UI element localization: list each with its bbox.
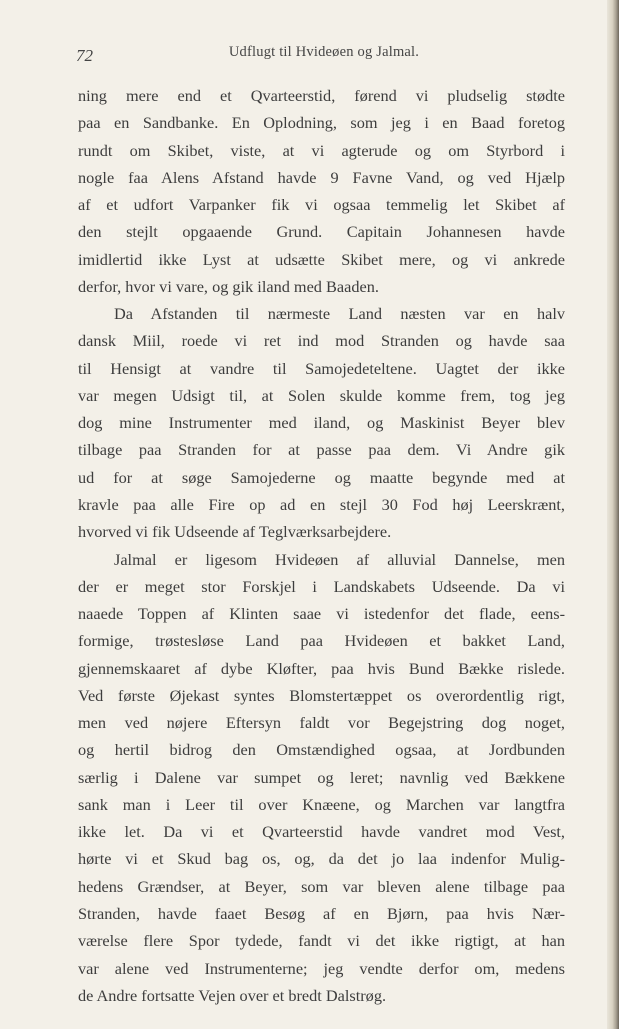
- text-line: hedens Grændser, at Beyer, som var bleven alene tilbage paa: [78, 876, 565, 896]
- text-line: Da Afstanden til nærmeste Land næsten var en halv: [114, 304, 565, 324]
- text-line: rundt om Skibet, viste, at vi agterude og om Styrbord i: [78, 140, 565, 160]
- text-line: til Hensigt at vandre til Samojedeteltene. Uagtet der ikke: [78, 358, 565, 378]
- text-line: paa en Sandbanke. En Oplodning, som jeg i en Baad foretog: [78, 113, 565, 133]
- text-line: den stejlt opgaaende Grund. Capitain Johannesen havde: [78, 222, 565, 242]
- text-line: var megen Udsigt til, at Solen skulde komme frem, tog jeg: [78, 385, 565, 405]
- text-line: derfor, hvor vi vare, og gik iland med Baaden.: [78, 276, 379, 296]
- text-line: ikke let. Da vi et Qvarteerstid havde vandret mod Vest,: [78, 822, 565, 842]
- text-line: dansk Miil, roede vi ret ind mod Stranden og havde saa: [78, 331, 565, 351]
- text-line: nogle faa Alens Afstand havde 9 Favne Vand, og ved Hjælp: [78, 167, 565, 187]
- text-line: var alene ved Instrumenterne; jeg vendte derfor om, medens: [78, 958, 565, 978]
- text-line: kravle paa alle Fire op ad en stejl 30 Fod høj Leerskrænt,: [78, 494, 565, 514]
- text-line: hørte vi et Skud bag os, og, da det jo laa indenfor Mulig-: [78, 849, 565, 869]
- running-title: Udflugt til Hvideøen og Jalmal.: [228, 44, 420, 60]
- text-line: ud for at søge Samojederne og maatte begynde med at: [78, 467, 565, 487]
- text-line: Jalmal er ligesom Hvideøen af alluvial Dannelse, men: [114, 549, 565, 569]
- text-line: og hertil bidrog den Omstændighed ogsaa, at Jordbunden: [78, 740, 565, 760]
- text-line: særlig i Dalene var sumpet og leret; navnlig ved Bækkene: [78, 767, 565, 787]
- text-line: imidlertid ikke Lyst at udsætte Skibet mere, og vi ankrede: [78, 249, 565, 269]
- text-line: tilbage paa Stranden for at passe paa dem. Vi Andre gik: [78, 440, 565, 460]
- text-line: Ved første Øjekast syntes Blomstertæppet os overordentlig rigt,: [78, 685, 565, 705]
- text-line: Stranden, havde faaet Besøg af en Bjørn, paa hvis Nær-: [78, 903, 565, 923]
- text-line: af et udfort Varpanker fik vi ogsaa temmelig let Skibet af: [78, 195, 565, 215]
- text-line: der er meget stor Forskjel i Landskabets Udseende. Da vi: [78, 576, 565, 596]
- text-line: hvorved vi fik Udseende af Teglværksarbejdere.: [78, 522, 392, 542]
- page-edge-shadow: [607, 0, 619, 1029]
- text-line: naaede Toppen af Klinten saae vi istedenfor det flade, eens-: [78, 604, 565, 624]
- page-header: [76, 44, 572, 68]
- text-line: værelse flere Spor tydede, fandt vi det ikke rigtigt, at han: [78, 931, 565, 951]
- body-text: [78, 82, 565, 1009]
- text-line: dog mine Instrumenter med iland, og Maskinist Beyer blev: [78, 413, 565, 433]
- text-line: formige, trøstesløse Land paa Hvideøen et bakket Land,: [78, 631, 565, 651]
- text-line: gjennemskaaret af dybe Kløfter, paa hvis Bund Bække rislede.: [78, 658, 565, 678]
- text-line: de Andre fortsatte Vejen over et bredt Dalstrøg.: [78, 985, 387, 1005]
- text-line: sank man i Leer til over Knæene, og Marchen var langtfra: [78, 794, 565, 814]
- page-number: 72: [76, 46, 93, 65]
- text-line: men ved nøjere Eftersyn faldt vor Begejstring dog noget,: [78, 713, 565, 733]
- text-line: ning mere end et Qvarteerstid, førend vi pludselig stødte: [78, 86, 565, 105]
